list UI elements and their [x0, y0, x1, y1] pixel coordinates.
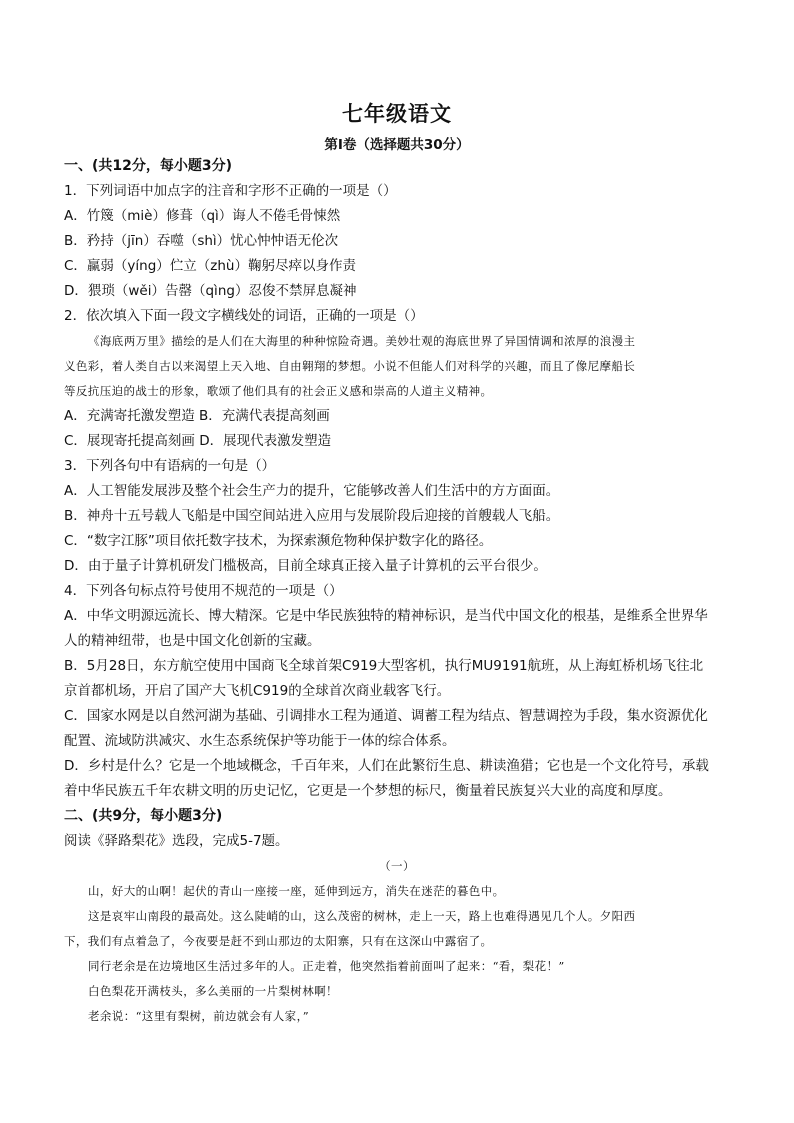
- passage-para-3: 同行老余是在边境地区生活过多年的人。正走着，他突然指着前面叫了起来：“看，梨花！”: [88, 959, 565, 973]
- section-heading-2: 二、(共9分，每小题3分): [64, 808, 223, 824]
- passage-section-marker: （一）: [379, 859, 415, 873]
- q2-passage-line-3: 等反抗压迫的战士的形象，歌颂了他们具有的社会正义感和崇高的人道主义精神。: [64, 384, 493, 398]
- passage-para-2-line-2: 下，我们有点着急了，今夜要是赶不到山那边的太阳寨，只有在这深山中露宿了。: [64, 934, 493, 948]
- option-4d-line-1: D．乡村是什么？它是一个地域概念，千百年来，人们在此繁衍生息、耕读渔猎；它也是一个文化符号，承载: [64, 758, 709, 774]
- passage-para-2-line-1: 这是哀牢山南段的最高处。这么陡峭的山，这么茂密的树林，走上一天，路上也难得遇见几个人。夕阳西: [88, 909, 636, 923]
- option-4c-line-2: 配置、流域防洪减灾、水生态系统保护等功能于一体的综合体系。: [64, 733, 456, 749]
- option-1c: C．赢弱（yíng）伫立（zhù）鞠躬尽瘁以身作责: [64, 258, 356, 274]
- passage-para-4: 白色梨花开满枝头，多么美丽的一片梨树林啊！: [88, 984, 338, 998]
- option-3a: A．人工智能发展涉及整个社会生产力的提升，它能够改善人们生活中的方方面面。: [64, 483, 560, 499]
- section-subtitle: 第Ⅰ卷（选择题共30分）: [324, 137, 470, 153]
- option-1a: A．竹篾（miè）修葺（qì）诲人不倦毛骨悚然: [64, 208, 341, 224]
- option-4b-line-1: B．5月28日，东方航空使用中国商飞全球首架C919大型客机，执行MU9191航班，从上海虹桥机场飞往北: [64, 658, 704, 674]
- option-3b: B．神舟十五号载人飞船是中国空间站进入应用与发展阶段后迎接的首艘载人飞船。: [64, 508, 560, 524]
- option-2ab: A．充满寄托激发塑造 B．充满代表提高刻画: [64, 408, 330, 424]
- q2-passage-line-1: 《海底两万里》描绘的是人们在大海里的种种惊险奇遇。美妙壮观的海底世界了异国情调和浓厚的浪漫主: [88, 334, 636, 348]
- q2-passage-line-2: 义色彩，着人类自古以来渴望上天入地、自由翱翔的梦想。小说不但能人们对科学的兴趣，而且了像尼摩船长: [64, 359, 636, 373]
- page-title: 七年级语文: [342, 102, 452, 126]
- option-3d: D．由于量子计算机研发门槛极高，目前全球真正接入量子计算机的云平台很少。: [64, 558, 547, 574]
- question-2: 2．依次填入下面一段文字横线处的词语，正确的一项是（）: [64, 308, 424, 324]
- option-4a-line-2: 人的精神纽带，也是中国文化创新的宝藏。: [64, 633, 321, 649]
- question-4: 4．下列各句标点符号使用不规范的一项是（）: [64, 583, 343, 599]
- reading-instruction: 阅读《驿路梨花》选段，完成5-7题。: [64, 833, 289, 849]
- passage-para-1: 山，好大的山啊！起伏的青山一座接一座，延伸到远方，消失在迷茫的暮色中。: [88, 884, 505, 898]
- option-3c: C．“数字江豚”项目依托数字技术，为探索濒危物种保护数字化的路径。: [64, 533, 493, 549]
- option-4a-line-1: A．中华文明源远流长、博大精深。它是中华民族独特的精神标识，是当代中国文化的根基，是维系全世界华: [64, 608, 708, 624]
- option-1d: D．猥琐（wěi）告罄（qìng）忍俊不禁屏息凝神: [64, 283, 357, 299]
- option-2cd: C．展现寄托提高刻画 D．展现代表激发塑造: [64, 433, 332, 449]
- section-heading-1: 一、(共12分，每小题3分): [64, 158, 233, 174]
- passage-para-5: 老余说：“这里有梨树，前边就会有人家，”: [88, 1009, 310, 1023]
- option-4c-line-1: C．国家水网是以自然河湖为基础、引调排水工程为通道、调蓄工程为结点、智慧调控为手段，集水资源优化: [64, 708, 708, 724]
- question-1: 1．下列词语中加点字的注音和字形不正确的一项是（）: [64, 183, 397, 199]
- option-4b-line-2: 京首都机场，开启了国产大飞机C919的全球首次商业载客飞行。: [64, 683, 451, 699]
- option-4d-line-2: 着中华民族五千年农耕文明的历史记忆，它更是一个梦想的标尺，衡量着民族复兴大业的高度和厚度。: [64, 783, 672, 799]
- question-3: 3．下列各句中有语病的一句是（）: [64, 458, 276, 474]
- option-1b: B．矜持（jīn）吞噬（shì）忧心忡忡语无伦次: [64, 233, 339, 249]
